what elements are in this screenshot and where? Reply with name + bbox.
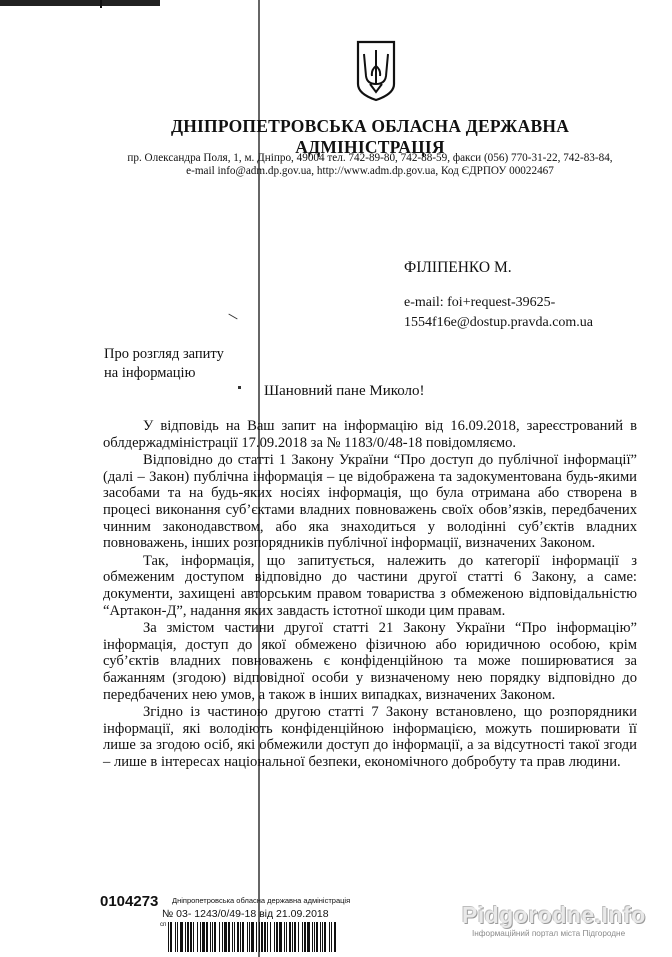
barcode-bar xyxy=(206,922,208,952)
watermark-title: Pidgorodne.Info xyxy=(462,902,646,928)
barcode-bar xyxy=(214,922,216,952)
barcode-bar xyxy=(274,922,275,952)
barcode-bar xyxy=(212,922,213,952)
barcode-bar xyxy=(222,922,223,952)
barcode-bar xyxy=(322,922,323,952)
barcode-bar xyxy=(298,922,299,952)
body-paragraph: За змістом частини другої статті 21 Закону України “Про інформацію” інформація, доступ до якої обмежено фізичною або юридичною особою, крім суб’єктів владних повноважень є конфіденційною та може поширюватися за бажанням (згодою) відповідної особи у визначеному нею порядку відповідно до передбачених нею умов, а також в інших випадках, визначених Законом. xyxy=(103,620,637,703)
trident-icon xyxy=(355,40,397,102)
body-paragraph: Так, інформація, що запитується, належить до категорії інформації з обмеженим доступом відповідно до частини другої статті 6 Закону, а саме: документи, захищені авторським правом товариства з обмеженою відповідальністю “Артакон-Д”, надання яких завдасть істотної шкоди цим правам. xyxy=(103,552,637,619)
barcode-bar xyxy=(197,922,198,952)
scan-mark xyxy=(228,314,237,320)
body-paragraph: Згідно із частиною другою статті 7 Закону встановлено, що розпорядники інформації, які володіють конфіденційною інформацією, можуть поширювати її лише за згодою осіб, які обмежили доступ до інформації, а за відсутності такої згоди – лише в інтересах національної безпеки, економічного добробуту та прав людини. xyxy=(103,704,637,770)
registration-line: № 03- 1243/0/49-18 від 21.09.2018 xyxy=(162,908,329,920)
barcode-bar xyxy=(175,922,176,952)
barcode-bar xyxy=(180,922,183,952)
addressee-name: ФІЛІПЕНКО М. xyxy=(404,259,512,276)
barcode-bar xyxy=(264,922,266,952)
barcode-bar xyxy=(284,922,285,952)
registration-org: Дніпропетровська обласна державна адміністрація xyxy=(172,896,351,905)
barcode-bar xyxy=(304,922,306,952)
barcode-bar xyxy=(324,922,326,952)
email-line-2: 1554f16e@dostup.pravda.com.ua xyxy=(404,315,594,330)
registration-number: 0104273 xyxy=(100,893,159,910)
barcode-bar xyxy=(202,922,205,952)
barcode-bar xyxy=(251,922,254,952)
barcode-bar xyxy=(314,922,315,952)
subject-line-1: Про розгляд запиту xyxy=(104,346,224,362)
barcode-bar xyxy=(247,922,248,952)
barcode-bar xyxy=(242,922,244,952)
contacts-line-2: e-mail info@adm.dp.gov.ua, http://www.adm.dp.gov.ua, Код ЄДРПОУ 00022467 xyxy=(186,165,554,177)
barcode xyxy=(168,922,336,952)
barcode-bar xyxy=(256,922,257,952)
barcode-bar xyxy=(190,922,192,952)
barcode-bar xyxy=(289,922,291,952)
organization-title: ДНІПРОПЕТРОВСЬКА ОБЛАСНА ДЕРЖАВНА АДМІНІСТРАЦІЯ xyxy=(170,116,570,157)
barcode-bar xyxy=(307,922,310,952)
barcode-bar xyxy=(329,922,330,952)
barcode-bar xyxy=(259,922,260,952)
subject-line-2: на інформацію xyxy=(104,365,196,381)
barcode-label: сп xyxy=(160,922,167,928)
barcode-bar xyxy=(302,922,303,952)
body-paragraph: У відповідь на Ваш запит на інформацію від 16.09.2018, зареєстрований в облдержадміністрації 17.09.2018 за № 1183/0/48-18 повідомляємо. xyxy=(103,418,637,451)
scan-edge-mark xyxy=(0,0,160,6)
barcode-bar xyxy=(249,922,250,952)
barcode-bar xyxy=(279,922,282,952)
barcode-bar xyxy=(193,922,194,952)
barcode-bar xyxy=(294,922,296,952)
barcode-bar xyxy=(270,922,271,952)
barcode-bar xyxy=(219,922,220,952)
barcode-bar xyxy=(187,922,189,952)
barcode-bar xyxy=(267,922,268,952)
barcode-bar xyxy=(185,922,186,952)
barcode-bar xyxy=(276,922,278,952)
barcode-bar xyxy=(331,922,332,952)
barcode-bar xyxy=(320,922,321,952)
barcode-bar xyxy=(177,922,178,952)
barcode-bar xyxy=(292,922,293,952)
scan-edge-mark xyxy=(100,0,102,8)
addressee-email xyxy=(404,293,593,333)
scan-mark xyxy=(238,386,241,389)
barcode-bar xyxy=(232,922,233,952)
barcode-bar xyxy=(312,922,313,952)
barcode-bar xyxy=(168,922,169,952)
letter-body xyxy=(103,418,637,771)
barcode-bar xyxy=(224,922,227,952)
email-line-1: e-mail: foi+request-39625- xyxy=(404,295,556,310)
barcode-bar xyxy=(170,922,172,952)
barcode-bar xyxy=(210,922,211,952)
barcode-bar xyxy=(316,922,318,952)
barcode-bar xyxy=(200,922,201,952)
barcode-bar xyxy=(240,922,241,952)
barcode-bar xyxy=(261,922,263,952)
body-paragraph: Відповідно до статті 1 Закону України “Про доступ до публічної інформації” (далі – Закон) публічна інформація – це відображена та задокументована будь-якими засобами та на будь-яких носіях інформація, що була отримана або створена в процесі виконання суб’єктами владних повноважень своїх обов’язків, передбачених чинним законодавством, або яка знаходиться у володінні суб’єктів владних повноважень, інших розпорядників публічної інформації, визначених Законом. xyxy=(103,452,637,552)
watermark-subtitle: Інформаційний портал міста Підгородне xyxy=(472,929,626,938)
barcode-bar xyxy=(334,922,336,952)
contacts-line-1: пр. Олександра Поля, 1, м. Дніпро, 49004 тел. 742-89-80, 742-88-59, факси (056) 770-31-22, 742-83-84, xyxy=(127,152,613,164)
barcode-bar xyxy=(228,922,230,952)
letter-subject xyxy=(104,345,224,383)
barcode-bar xyxy=(234,922,235,952)
barcode-bar xyxy=(237,922,239,952)
barcode-bar xyxy=(286,922,287,952)
organization-contacts xyxy=(100,152,640,178)
greeting: Шановний пане Миколо! xyxy=(264,383,425,399)
